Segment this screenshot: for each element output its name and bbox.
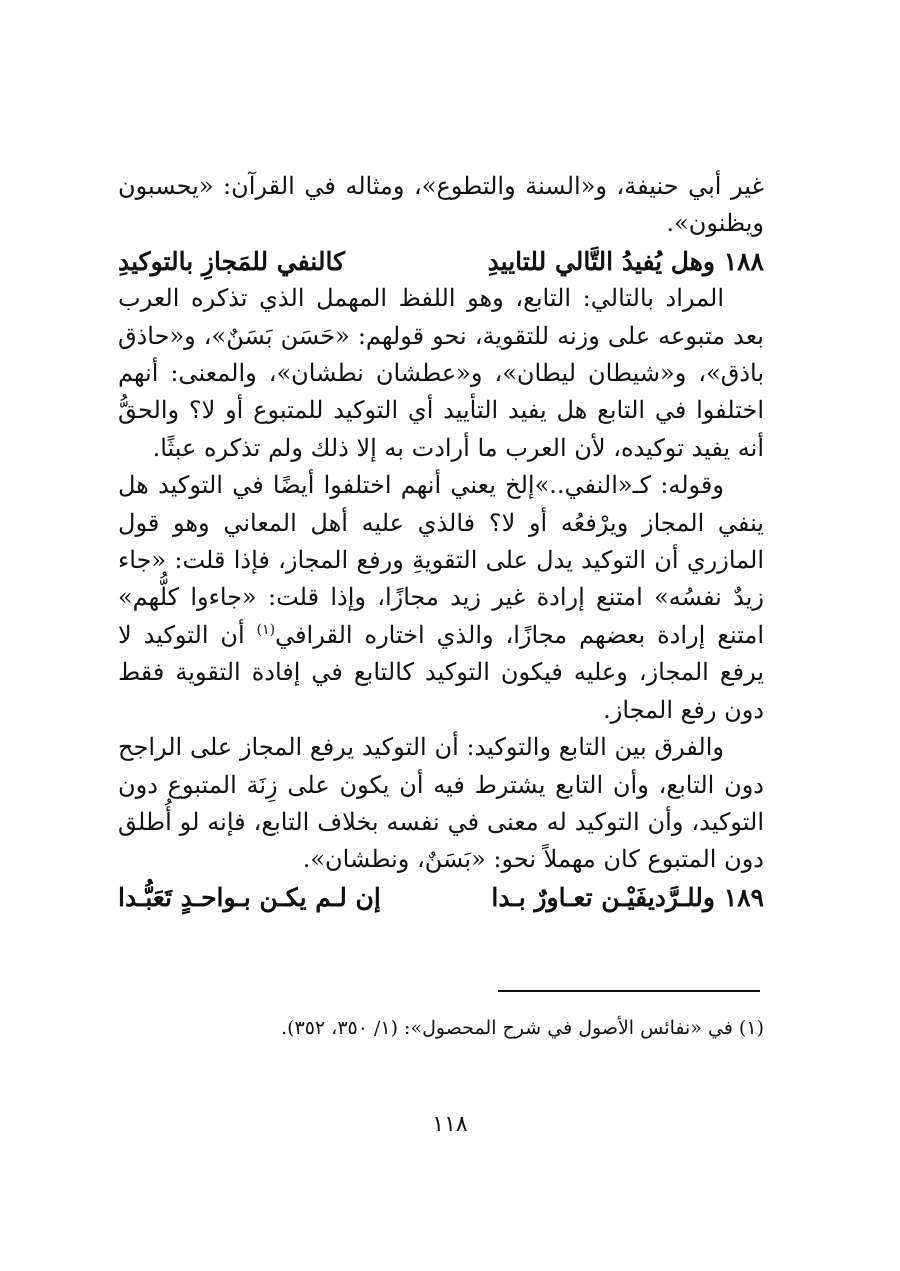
- verse-189: [118, 879, 764, 916]
- verse-188-second-hemistich: كالنفي للمَجازِ بالتوكيدِ: [118, 246, 345, 276]
- verse-189-first-hemistich: ١٨٩ وللـرَّديفَيْـن تعـاورٌ بـدا: [491, 882, 764, 912]
- paragraph-nafy-text: وقوله: كـ«النفي..»إلخ يعني أنهم اختلفوا أيضًا في التوكيد هل ينفي المجاز ويرْفعُه أو لا؟ فالذي عليه أهل المعاني وهو قول المازري أن التوكيد يدل على التقويةِ ورفع المجاز، فإذا قلت: «جاء زيدٌ نفسُه» امتنع إرادة غير زيد مجازًا، وإذا قلت: «جاءوا كلُّهم» امتنع إرادة بعضهم مجازًا، والذي اختاره القرافي: [118, 471, 764, 649]
- verse-188-first-hemistich: ١٨٨ وهل يُفيدُ التَّالي للتاييدِ: [487, 246, 764, 276]
- footnote-separator: [498, 990, 760, 992]
- paragraph-nafy-text-end: أن التوكيد لا يرفع المجاز، وعليه فيكون التوكيد كالتابع في إفادة التقوية فقط دون رفع المجاز.: [118, 620, 764, 724]
- paragraph-tabi: المراد بالتالي: التابع، وهو اللفظ المهمل الذي تذكره العرب بعد متبوعه على وزنه للتقوية، نحو قولهم: «حَسَن بَسَنٌ»، و«حاذق باذق»، و«شيطان ليطان»، و«عطشان نطشان»، والمعنى: أنهم اختلفوا في التابع هل يفيد التأييد أي التوكيد للمتبوع أو لا؟ والحقُّ أنه يفيد توكيده، لأن العرب ما أرادت به إلا ذلك ولم تذكره عبثًا.: [118, 284, 764, 462]
- main-text: [118, 168, 764, 916]
- page-number: ١١٨: [432, 1112, 468, 1137]
- verse-189-second-hemistich: إن لـم يكـن بـواحـدٍ تَعَبُّـدا: [118, 882, 381, 912]
- paragraph-nafy: [118, 467, 764, 729]
- footnote: (١) في «نفائس الأصول في شرح المحصول»: (١/ ٣٥٠، ٣٥٢).: [281, 1017, 764, 1039]
- paragraph-difference: والفرق بين التابع والتوكيد: أن التوكيد يرفع المجاز على الراجح دون التابع، وأن التابع يشترط فيه أن يكون على زِنَة المتبوع دون التوكيد، وأن التوكيد له معنى في نفسه بخلاف التابع، فإنه لو أُطلق دون المتبوع كان مهملاً نحو: «بَسَنٌ، ونطشان».: [118, 733, 764, 874]
- opening-line: غير أبي حنيفة، و«السنة والتطوع»، ومثاله في القرآن: «يحسبون ويظنون».: [118, 172, 764, 238]
- verse-188: [118, 243, 764, 280]
- footnote-reference[interactable]: (١): [256, 621, 276, 638]
